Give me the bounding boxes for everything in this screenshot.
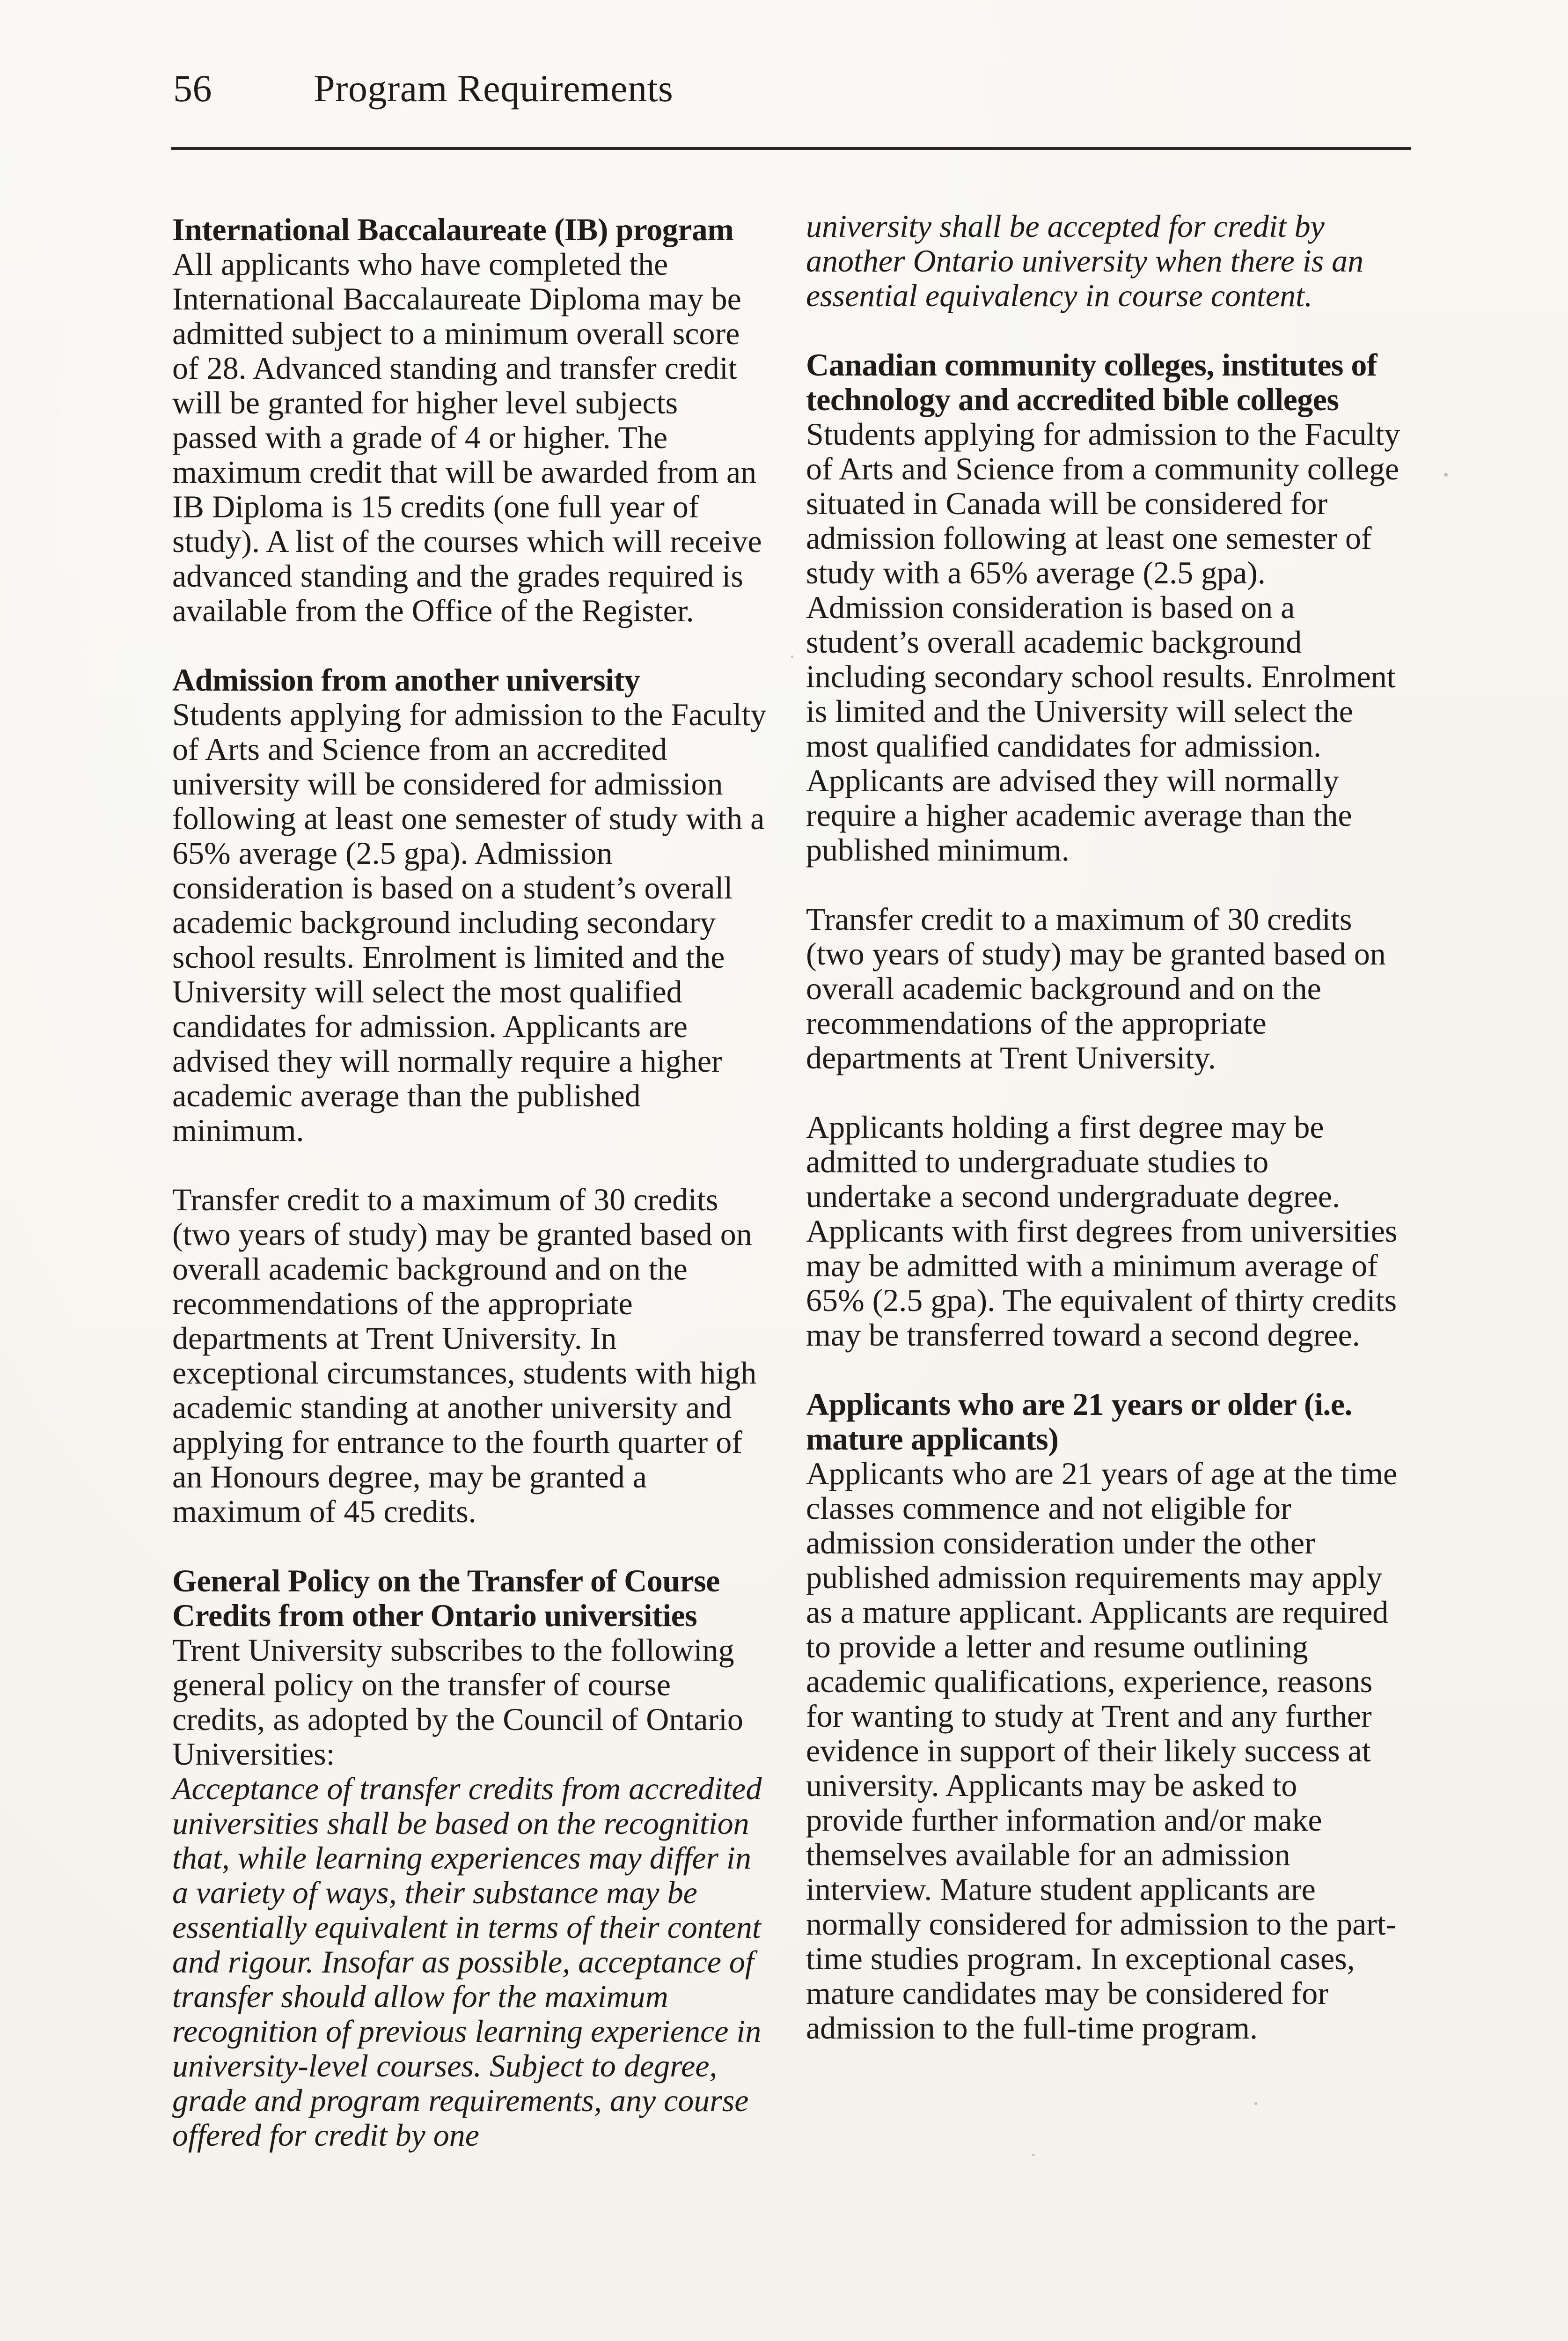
policy-quote-continued: university shall be accepted for credit by another Ontario university when there is an essential equivalency in course content.: [806, 208, 1364, 313]
scan-speck: [1254, 2102, 1257, 2105]
left-column: [172, 212, 767, 2187]
running-head: [173, 69, 673, 108]
mature-applicants-heading: Applicants who are 21 years or older (i.e. mature applicants): [806, 1386, 1353, 1457]
another-university-body-1: Students applying for admission to the Faculty of Arts and Science from an accredited university will be considered for admission following at least one semester of study with a 65% average (2.5 gpa). Admission consideration is based on a student’s overall academic background including secondary school results. Enrolment is limited and the University will select the most qualified candidates for admission. Applicants are advised they will normally require a higher academic average than the published minimum.: [172, 697, 767, 1148]
scan-speck: [1444, 473, 1448, 477]
another-university-heading: Admission from another university: [172, 662, 640, 698]
another-university-body-2: Transfer credit to a maximum of 30 credits (two years of study) may be granted based on overall academic background and on the recommendations of the appropriate departments at Trent University. In exceptional circumstances, students with high academic standing at another university and applying for entrance to the fourth quarter of an Honours degree, may be granted a maximum of 45 credits.: [172, 1182, 757, 1529]
mature-applicants-body: Applicants who are 21 years of age at the time classes commence and not eligible for admission consideration under the other published admission requirements may apply as a mature applicant. Applicants are required to provide a letter and resume outlining academic qualifications, experience, reasons for wanting to study at Trent and any further evidence in support of their likely success at university. Applicants may be asked to provide further information and/or make themselves available for an admission interview. Mature student applicants are normally considered for admission to the part-time studies program. In exceptional cases, mature candidates may be considered for admission to the full-time program.: [806, 1456, 1398, 2046]
policy-continued-section: [806, 209, 1400, 313]
community-colleges-section: [806, 347, 1400, 1352]
scan-speck: [791, 655, 793, 658]
community-colleges-body-1: Students applying for admission to the Faculty of Arts and Science from a community college situated in Canada will be considered for admission following at least one semester of study with a 65% average (2.5 gpa). Admission consideration is based on a student’s overall academic background including secondary school results. Enrolment is limited and the University will select the most qualified candidates for admission. Applicants are advised they will normally require a higher academic average than the published minimum.: [806, 416, 1400, 868]
ib-body: All applicants who have completed the International Baccalaureate Diploma may be admitted subject to a minimum overall score of 28. Advanced standing and transfer credit will be granted for higher level subjects passed with a grade of 4 or higher. The maximum credit that will be awarded from an IB Diploma is 15 credits (one full year of study). A list of the courses which will receive advanced standing and the grades required is available from the Office of the Register.: [172, 246, 762, 628]
general-policy-quote: Acceptance of transfer credits from accredited universities shall be based on the recognition that, while learning experiences may differ in a variety of ways, their substance may be essentially equivalent in terms of their content and rigour. Insofar as possible, acceptance of transfer should allow for the maximum recognition of previous learning experience in university-level courses. Subject to degree, grade and program requirements, any course offered for credit by one: [172, 1771, 762, 2153]
right-column: [806, 209, 1400, 2080]
community-colleges-body-2: Transfer credit to a maximum of 30 credits (two years of study) may be granted based on overall academic background and on the recommendations of the appropriate departments at Trent University.: [806, 901, 1386, 1075]
community-colleges-body-3: Applicants holding a first degree may be admitted to undergraduate studies to undertake a second undergraduate degree. Applicants with first degrees from universities may be admitted with a minimum average of 65% (2.5 gpa). The equivalent of thirty credits may be transferred toward a second degree.: [806, 1109, 1398, 1353]
general-policy-heading: General Policy on the Transfer of Course Credits from other Ontario universities: [172, 1563, 720, 1633]
community-colleges-heading: Canadian community colleges, institutes of technology and accredited bible colleges: [806, 347, 1377, 417]
general-policy-section: [172, 1563, 767, 2152]
general-policy-body: Trent University subscribes to the following general policy on the transfer of course credits, as adopted by the Council of Ontario Universities:: [172, 1632, 743, 1772]
scan-speck: [1032, 2154, 1034, 2156]
header-rule: [171, 147, 1411, 150]
mature-applicants-section: [806, 1387, 1400, 2045]
another-university-section: [172, 663, 767, 1529]
ib-heading: International Baccalaureate (IB) program: [172, 212, 734, 247]
page-number: 56: [173, 67, 212, 110]
ib-section: [172, 212, 767, 628]
running-title: Program Requirements: [314, 67, 674, 110]
